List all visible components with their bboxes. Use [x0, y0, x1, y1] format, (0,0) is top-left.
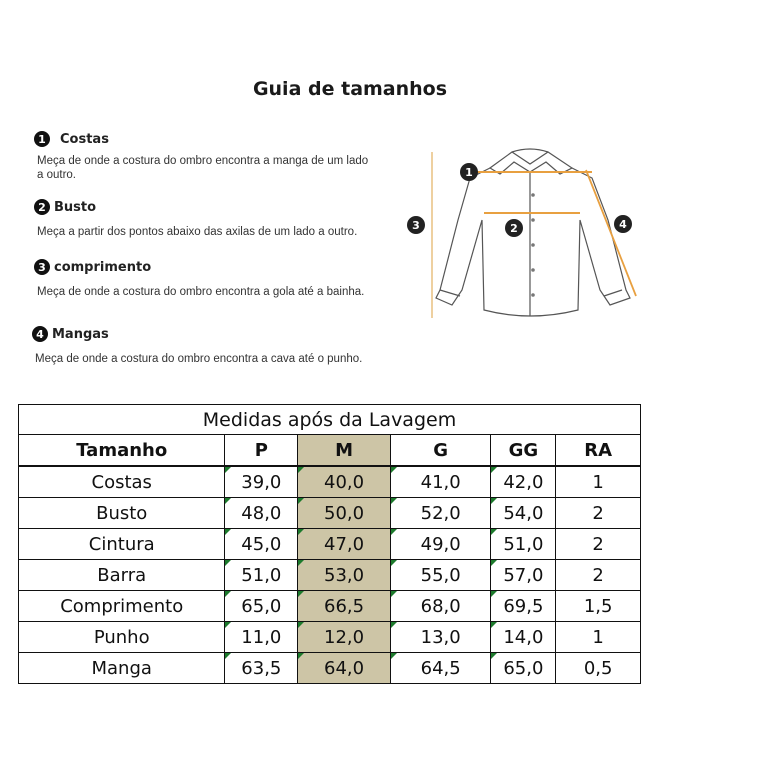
marker-2: 2	[510, 222, 518, 235]
cell-m: 50,0	[298, 498, 391, 529]
table-row	[19, 653, 641, 684]
guide-label: Mangas	[52, 326, 109, 342]
cell-p: 11,0	[225, 622, 298, 653]
cell-g: 64,5	[390, 653, 491, 684]
guide-description: Meça a partir dos pontos abaixo das axilas de um lado a outro.	[37, 226, 358, 238]
header-g: G	[390, 435, 491, 467]
cell-gg: 65,0	[491, 653, 556, 684]
header-m: M	[298, 435, 391, 467]
marker-4: 4	[619, 218, 627, 231]
cell-p: 45,0	[225, 529, 298, 560]
cell-gg: 54,0	[491, 498, 556, 529]
cell-p: 48,0	[225, 498, 298, 529]
header-p: P	[225, 435, 298, 467]
row-label: Barra	[19, 560, 225, 591]
cell-m: 64,0	[298, 653, 391, 684]
table-row	[19, 591, 641, 622]
cell-g: 13,0	[390, 622, 491, 653]
table-row	[19, 466, 641, 498]
guide-item-busto	[34, 199, 374, 239]
marker-1: 1	[465, 166, 473, 179]
cell-m: 47,0	[298, 529, 391, 560]
cell-gg: 42,0	[491, 466, 556, 498]
cell-ra: 2	[556, 560, 641, 591]
guide-description: Meça de onde a costura do ombro encontra a cava até o punho.	[35, 353, 363, 365]
number-2-icon: 2	[34, 199, 50, 215]
row-label: Costas	[19, 466, 225, 498]
cell-m: 66,5	[298, 591, 391, 622]
table-header-row	[19, 435, 641, 467]
header-ra: RA	[556, 435, 641, 467]
header-gg: GG	[491, 435, 556, 467]
row-label: Comprimento	[19, 591, 225, 622]
guide-description: Meça de onde a costura do ombro encontra a manga de um lado a outro.	[37, 155, 369, 181]
guide-item-mangas	[32, 326, 372, 366]
size-table	[18, 404, 641, 684]
cell-p: 63,5	[225, 653, 298, 684]
header-tamanho: Tamanho	[19, 435, 225, 467]
cell-ra: 1	[556, 622, 641, 653]
cell-m: 12,0	[298, 622, 391, 653]
row-label: Busto	[19, 498, 225, 529]
number-3-icon: 3	[34, 259, 50, 275]
cell-g: 52,0	[390, 498, 491, 529]
guide-item-costas	[34, 131, 374, 182]
guide-item-comprimento	[34, 259, 374, 299]
cell-ra: 0,5	[556, 653, 641, 684]
table-caption: Medidas após da Lavagem	[19, 405, 641, 435]
shirt-diagram	[400, 140, 650, 330]
guide-label: Costas	[60, 131, 109, 147]
guide-label: comprimento	[54, 259, 152, 275]
number-4-icon: 4	[32, 326, 48, 342]
guide-label: Busto	[54, 199, 97, 215]
table-row	[19, 498, 641, 529]
table-row	[19, 560, 641, 591]
cell-p: 39,0	[225, 466, 298, 498]
row-label: Manga	[19, 653, 225, 684]
cell-p: 51,0	[225, 560, 298, 591]
cell-gg: 57,0	[491, 560, 556, 591]
cell-gg: 51,0	[491, 529, 556, 560]
cell-m: 53,0	[298, 560, 391, 591]
cell-g: 68,0	[390, 591, 491, 622]
marker-3: 3	[412, 219, 420, 232]
cell-m: 40,0	[298, 466, 391, 498]
row-label: Cintura	[19, 529, 225, 560]
cell-ra: 2	[556, 529, 641, 560]
table-row	[19, 622, 641, 653]
guide-description: Meça de onde a costura do ombro encontra a gola até a bainha.	[37, 286, 365, 298]
cell-g: 41,0	[390, 466, 491, 498]
table-row	[19, 529, 641, 560]
cell-g: 55,0	[390, 560, 491, 591]
cell-ra: 2	[556, 498, 641, 529]
cell-p: 65,0	[225, 591, 298, 622]
number-1-icon: 1	[34, 131, 50, 147]
page-title: Guia de tamanhos	[252, 78, 448, 100]
cell-gg: 14,0	[491, 622, 556, 653]
cell-gg: 69,5	[491, 591, 556, 622]
cell-ra: 1,5	[556, 591, 641, 622]
cell-ra: 1	[556, 466, 641, 498]
row-label: Punho	[19, 622, 225, 653]
cell-g: 49,0	[390, 529, 491, 560]
shirt-icon	[400, 140, 650, 330]
